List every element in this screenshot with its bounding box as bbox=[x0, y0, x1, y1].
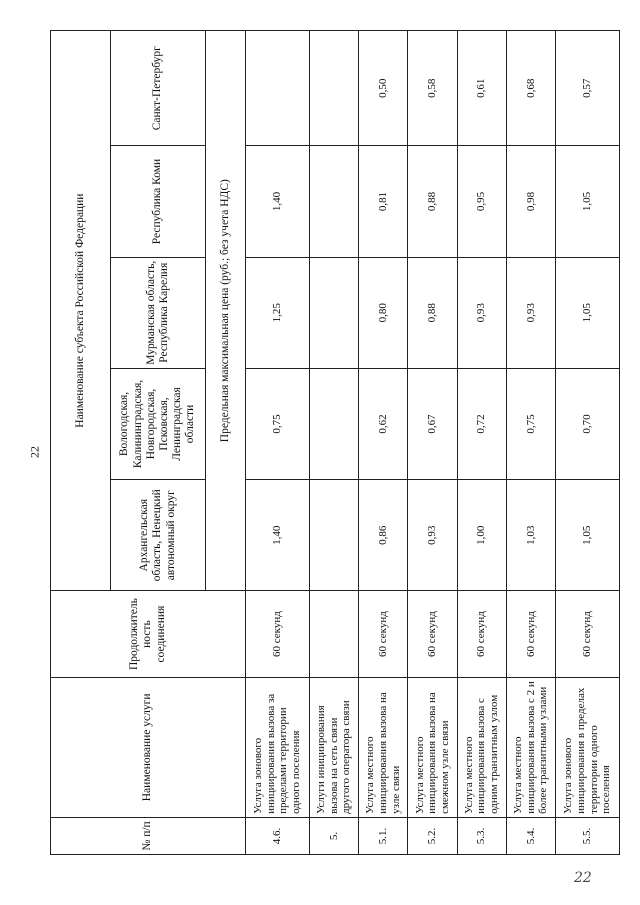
row-num: 5.2. bbox=[408, 817, 457, 854]
header-region-2: Вологодская, Калининградская, Новгородская, Псковская, Ленинградская области bbox=[111, 368, 206, 479]
row-value bbox=[309, 368, 358, 479]
row-value bbox=[309, 480, 358, 591]
tariff-table bbox=[50, 30, 620, 855]
table-row bbox=[246, 31, 310, 855]
row-value: 0,67 bbox=[408, 368, 457, 479]
handwritten-page-mark: 22 bbox=[574, 870, 592, 886]
row-service: Услуга местного инициирования вызова на узле связи bbox=[359, 677, 408, 817]
row-value: 0,57 bbox=[556, 31, 620, 146]
row-value: 1,25 bbox=[246, 257, 310, 368]
row-value: 0,98 bbox=[506, 146, 555, 257]
row-value: 0,75 bbox=[506, 368, 555, 479]
row-service: Услуга зонового инициирования в пределах территории одного поселения bbox=[556, 677, 620, 817]
row-value: 1,03 bbox=[506, 480, 555, 591]
row-value bbox=[309, 31, 358, 146]
row-value: 0,80 bbox=[359, 257, 408, 368]
row-service: Услуга местного инициирования вызова на смежном узле связи bbox=[408, 677, 457, 817]
header-region-1: Архангельская область, Ненецкий автономный округ bbox=[111, 480, 206, 591]
row-duration: 60 секунд bbox=[408, 591, 457, 678]
header-price: Предельная максимальная цена (руб.; без учета НДС) bbox=[206, 31, 246, 591]
row-value: 0,95 bbox=[457, 146, 506, 257]
row-value: 1,05 bbox=[556, 146, 620, 257]
row-num: 5.4. bbox=[506, 817, 555, 854]
row-value: 0,62 bbox=[359, 368, 408, 479]
row-num: 5. bbox=[309, 817, 358, 854]
table-row bbox=[457, 31, 506, 855]
row-service: Услуга зонового инициирования вызова за пределами территории одного поселения bbox=[246, 677, 310, 817]
table-row bbox=[506, 31, 555, 855]
row-duration: 60 секунд bbox=[359, 591, 408, 678]
row-value: 1,40 bbox=[246, 146, 310, 257]
row-duration bbox=[309, 591, 358, 678]
row-duration: 60 секунд bbox=[246, 591, 310, 678]
row-num: 5.5. bbox=[556, 817, 620, 854]
header-num: № п/п bbox=[51, 817, 246, 854]
row-value: 1,05 bbox=[556, 480, 620, 591]
row-value: 0,72 bbox=[457, 368, 506, 479]
row-value: 0,68 bbox=[506, 31, 555, 146]
row-duration: 60 секунд bbox=[556, 591, 620, 678]
table-row bbox=[408, 31, 457, 855]
page-number: 22 bbox=[27, 446, 42, 458]
header-row-subject bbox=[51, 31, 111, 855]
table-row bbox=[359, 31, 408, 855]
header-region-5: Санкт-Петербург bbox=[111, 31, 206, 146]
row-value: 0,88 bbox=[408, 146, 457, 257]
header-duration: Продолжитель ность соединения bbox=[51, 591, 246, 678]
row-value: 1,05 bbox=[556, 257, 620, 368]
row-value bbox=[246, 31, 310, 146]
row-service: Услуги инициирования вызова на сеть связи другого оператора связи bbox=[309, 677, 358, 817]
row-value: 0,50 bbox=[359, 31, 408, 146]
row-value: 0,81 bbox=[359, 146, 408, 257]
table-row bbox=[556, 31, 620, 855]
row-value: 1,40 bbox=[246, 480, 310, 591]
row-value: 0,70 bbox=[556, 368, 620, 479]
header-subject: Наименование субъекта Российской Федерации bbox=[51, 31, 111, 591]
row-value: 0,93 bbox=[408, 480, 457, 591]
row-value: 1,00 bbox=[457, 480, 506, 591]
row-value: 0,93 bbox=[457, 257, 506, 368]
row-value: 0,88 bbox=[408, 257, 457, 368]
row-service: Услуга местного инициирования вызова с 2 и более транзитными узлами bbox=[506, 677, 555, 817]
row-service: Услуга местного инициирования вызова с одним транзитным узлом bbox=[457, 677, 506, 817]
row-duration: 60 секунд bbox=[457, 591, 506, 678]
row-value: 0,58 bbox=[408, 31, 457, 146]
row-num: 5.3. bbox=[457, 817, 506, 854]
row-value: 0,86 bbox=[359, 480, 408, 591]
header-region-3: Мурманская область, Республика Карелия bbox=[111, 257, 206, 368]
table-row bbox=[309, 31, 358, 855]
row-num: 5.1. bbox=[359, 817, 408, 854]
row-duration: 60 секунд bbox=[506, 591, 555, 678]
row-num: 4.6. bbox=[246, 817, 310, 854]
header-region-4: Республика Коми bbox=[111, 146, 206, 257]
row-value bbox=[309, 257, 358, 368]
row-value: 0,93 bbox=[506, 257, 555, 368]
row-value bbox=[309, 146, 358, 257]
row-value: 0,61 bbox=[457, 31, 506, 146]
header-service: Наименование услуги bbox=[51, 677, 246, 817]
row-value: 0,75 bbox=[246, 368, 310, 479]
rotated-table-wrapper bbox=[50, 30, 620, 855]
